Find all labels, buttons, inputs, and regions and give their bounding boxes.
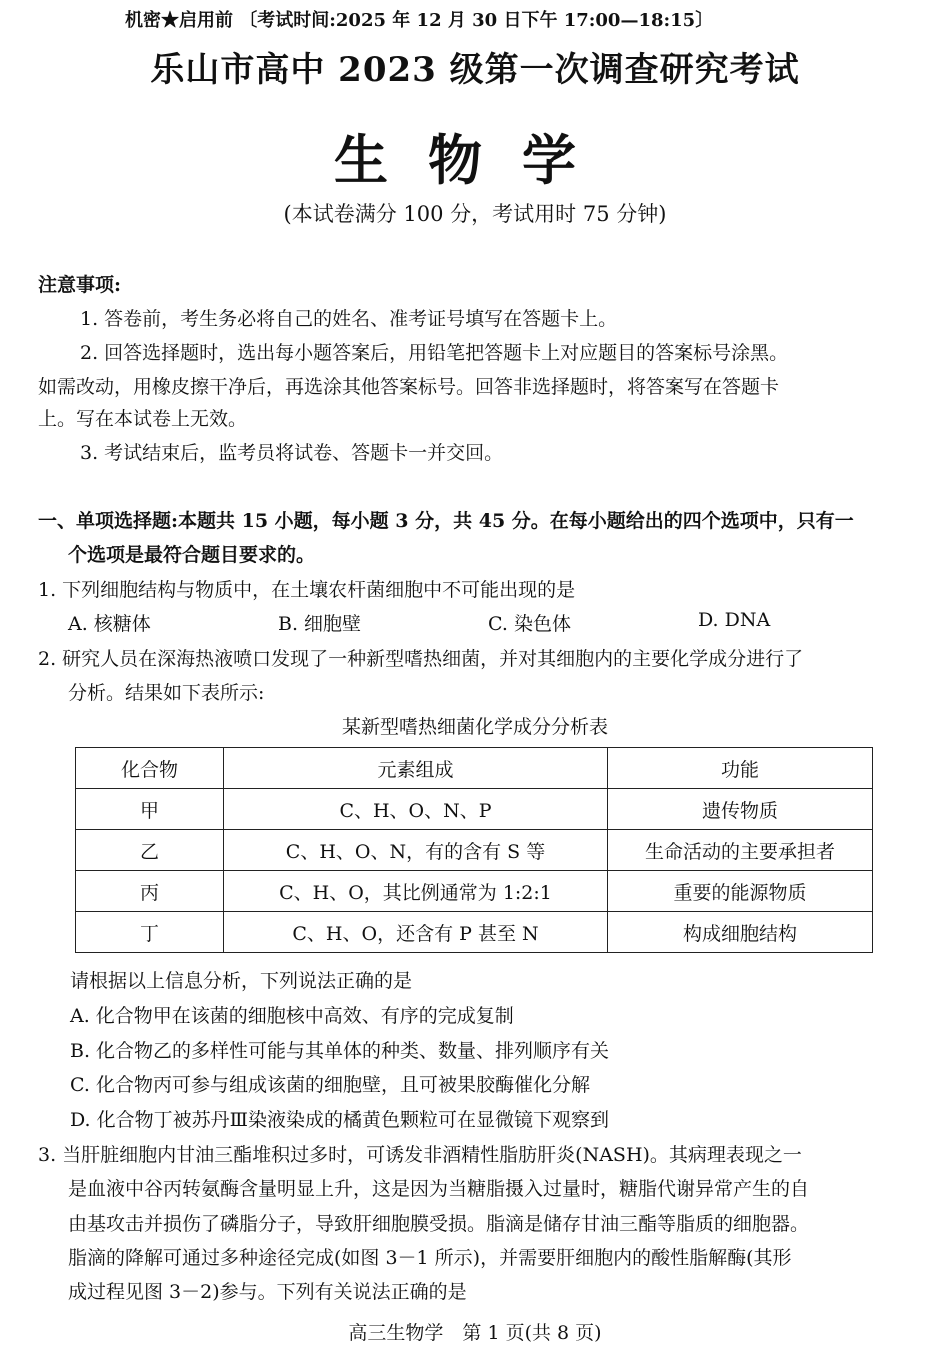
notice-line: 2. 回答选择题时，选出每小题答案后，用铅笔把答题卡上对应题目的答案标号涂黑。 (80, 342, 789, 364)
question-2-stem: 2. 研究人员在深海热液喷口发现了一种新型嗜热细菌，并对其细胞内的主要化学成分进行了 (38, 648, 804, 670)
question-3-stem: 由基攻击并损伤了磷脂分子，导致肝细胞膜受损。脂滴是储存甘油三酯等脂质的细胞器。 (68, 1213, 810, 1235)
question-3-stem: 成过程见图 3－2)参与。下列有关说法正确的是 (68, 1281, 467, 1303)
score-time-note: (本试卷满分 100 分，考试用时 75 分钟) (283, 202, 667, 226)
q1-option-a: A. 核糖体 (68, 613, 151, 635)
notice-line: 上。写在本试卷上无效。 (38, 408, 248, 430)
table-row (76, 912, 873, 953)
exam-title: 乐山市高中 2023 级第一次调查研究考试 (150, 50, 800, 90)
table-row (76, 789, 873, 830)
section-heading: 一、单项选择题:本题共 15 小题，每小题 3 分，共 45 分。在每小题给出的四个选项中，只有一 (38, 510, 854, 532)
subject-title: 生物学 (334, 128, 616, 192)
question-1-stem: 1. 下列细胞结构与物质中，在土壤农杆菌细胞中不可能出现的是 (38, 579, 576, 601)
question-2-stem: 分析。结果如下表所示: (68, 682, 265, 704)
q1-option-d: D. DNA (698, 609, 771, 631)
page-footer: 高三生物学 第 1 页(共 8 页) (348, 1322, 602, 1344)
table-row (76, 871, 873, 912)
composition-table (75, 747, 873, 953)
table-cell: 乙 (76, 830, 224, 871)
q1-option-b: B. 细胞壁 (278, 613, 362, 635)
table-cell: C、H、O、N、P (224, 789, 608, 830)
q1-option-c: C. 染色体 (488, 613, 571, 635)
q2-option-d: D. 化合物丁被苏丹Ⅲ染液染成的橘黄色颗粒可在显微镜下观察到 (70, 1109, 609, 1131)
confidential-time-line: 机密★启用前 〔考试时间:2025 年 12 月 30 日下午 17:00—18:15〕 (125, 10, 714, 31)
table-cell: 构成细胞结构 (608, 912, 873, 953)
notice-line: 如需改动，用橡皮擦干净后，再选涂其他答案标号。回答非选择题时，将答案写在答题卡 (38, 376, 780, 398)
notice-heading: 注意事项: (38, 274, 122, 296)
question-3-stem: 脂滴的降解可通过多种途径完成(如图 3－1 所示)，并需要肝细胞内的酸性脂解酶(其形 (68, 1247, 792, 1269)
table-cell: C、H、O，其比例通常为 1:2:1 (224, 871, 608, 912)
table-header-cell: 功能 (608, 748, 873, 789)
table-header-cell: 元素组成 (224, 748, 608, 789)
table-cell: 甲 (76, 789, 224, 830)
table-cell: 重要的能源物质 (608, 871, 873, 912)
q2-option-b: B. 化合物乙的多样性可能与其单体的种类、数量、排列顺序有关 (70, 1040, 610, 1062)
notice-line: 1. 答卷前，考生务必将自己的姓名、准考证号填写在答题卡上。 (80, 308, 618, 330)
notice-line: 3. 考试结束后，监考员将试卷、答题卡一并交回。 (80, 442, 504, 464)
table-cell: C、H、O、N，有的含有 S 等 (224, 830, 608, 871)
table-cell: 丁 (76, 912, 224, 953)
table-cell: 遗传物质 (608, 789, 873, 830)
table-cell: 生命活动的主要承担者 (608, 830, 873, 871)
question-3-stem: 3. 当肝脏细胞内甘油三酯堆积过多时，可诱发非酒精性脂肪肝炎(NASH)。其病理表现之一 (38, 1144, 802, 1166)
section-heading: 个选项是最符合题目要求的。 (68, 544, 316, 566)
q2-option-a: A. 化合物甲在该菌的细胞核中高效、有序的完成复制 (70, 1005, 514, 1027)
table-row (76, 830, 873, 871)
table-header-cell: 化合物 (76, 748, 224, 789)
question-2-prompt: 请根据以上信息分析，下列说法正确的是 (70, 970, 413, 992)
table-header-row (76, 748, 873, 789)
table-cell: C、H、O，还含有 P 甚至 N (224, 912, 608, 953)
table-caption: 某新型嗜热细菌化学成分分析表 (341, 716, 608, 738)
table-cell: 丙 (76, 871, 224, 912)
question-3-stem: 是血液中谷丙转氨酶含量明显上升，这是因为当糖脂摄入过量时，糖脂代谢异常产生的自 (68, 1178, 810, 1200)
q2-option-c: C. 化合物丙可参与组成该菌的细胞壁，且可被果胶酶催化分解 (70, 1074, 590, 1096)
